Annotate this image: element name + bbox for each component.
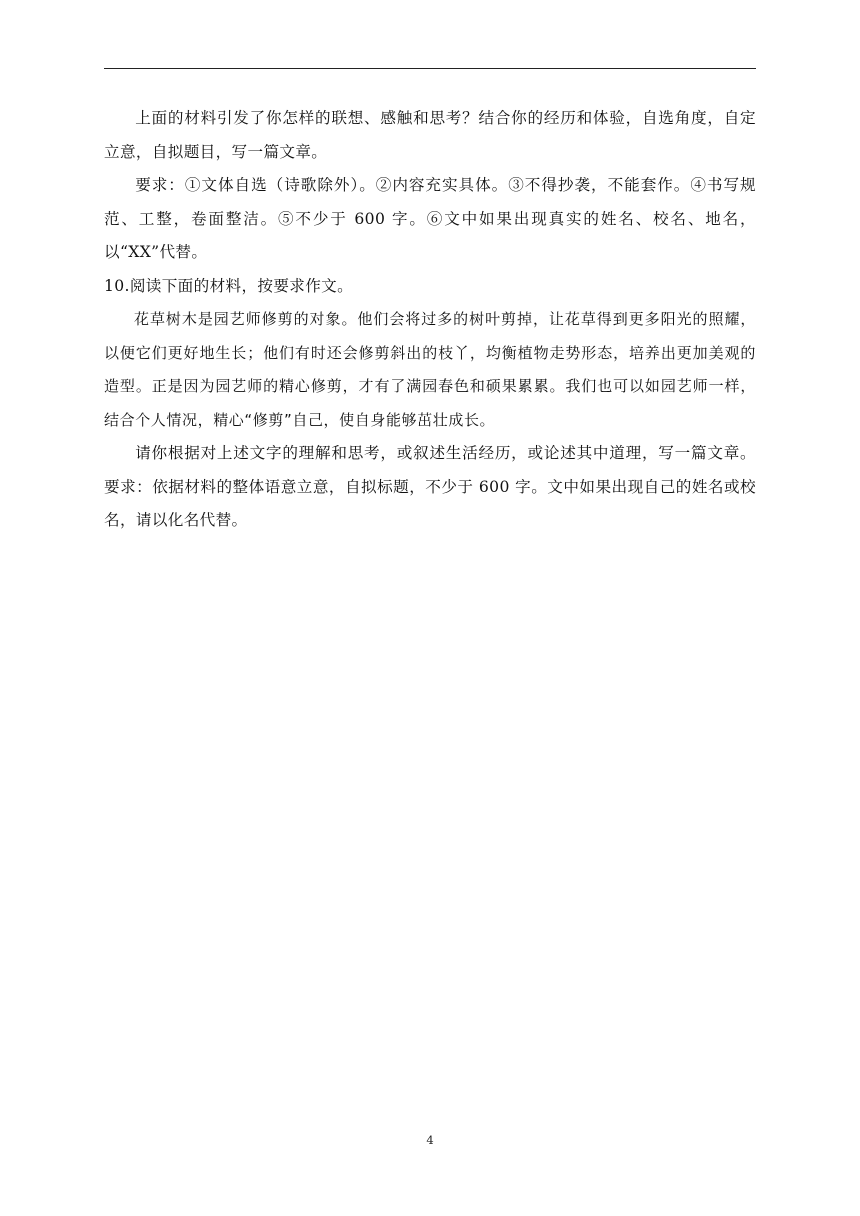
requirements-paragraph: 要求：①文体自选（诗歌除外）。②内容充实具体。③不得抄袭，不能套作。④书写规范、工整，卷面整洁。⑤不少于 600 字。⑥文中如果出现真实的姓名、校名、地名，以“XX”代替。 (104, 176, 756, 261)
header-rule (104, 68, 756, 69)
material-paragraph: 花草树木是园艺师修剪的对象。他们会将过多的树叶剪掉，让花草得到更多阳光的照耀，以便它们更好地生长；他们有时还会修剪斜出的枝丫，均衡植物走势形态，培养出更加美观的造型。正是因为园艺师的精心修剪，才有了满园春色和硕果累累。我们也可以如园艺师一样，结合个人情况，精心“修剪”自己，使自身能够茁壮成长。 (104, 310, 756, 429)
question-heading: 10.阅读下面的材料，按要求作文。 (104, 276, 354, 295)
instructions-paragraph: 请你根据对上述文字的理解和思考，或叙述生活经历，或论述其中道理，写一篇文章。要求：依据材料的整体语意立意，自拟标题，不少于 600 字。文中如果出现自己的姓名或校名，请以化名代替。 (104, 444, 756, 529)
prompt-paragraph: 上面的材料引发了你怎样的联想、感触和思考？结合你的经历和体验，自选角度，自定立意，自拟题目，写一篇文章。 (104, 109, 756, 161)
document-body (104, 102, 756, 538)
page-number: 4 (426, 1133, 434, 1147)
